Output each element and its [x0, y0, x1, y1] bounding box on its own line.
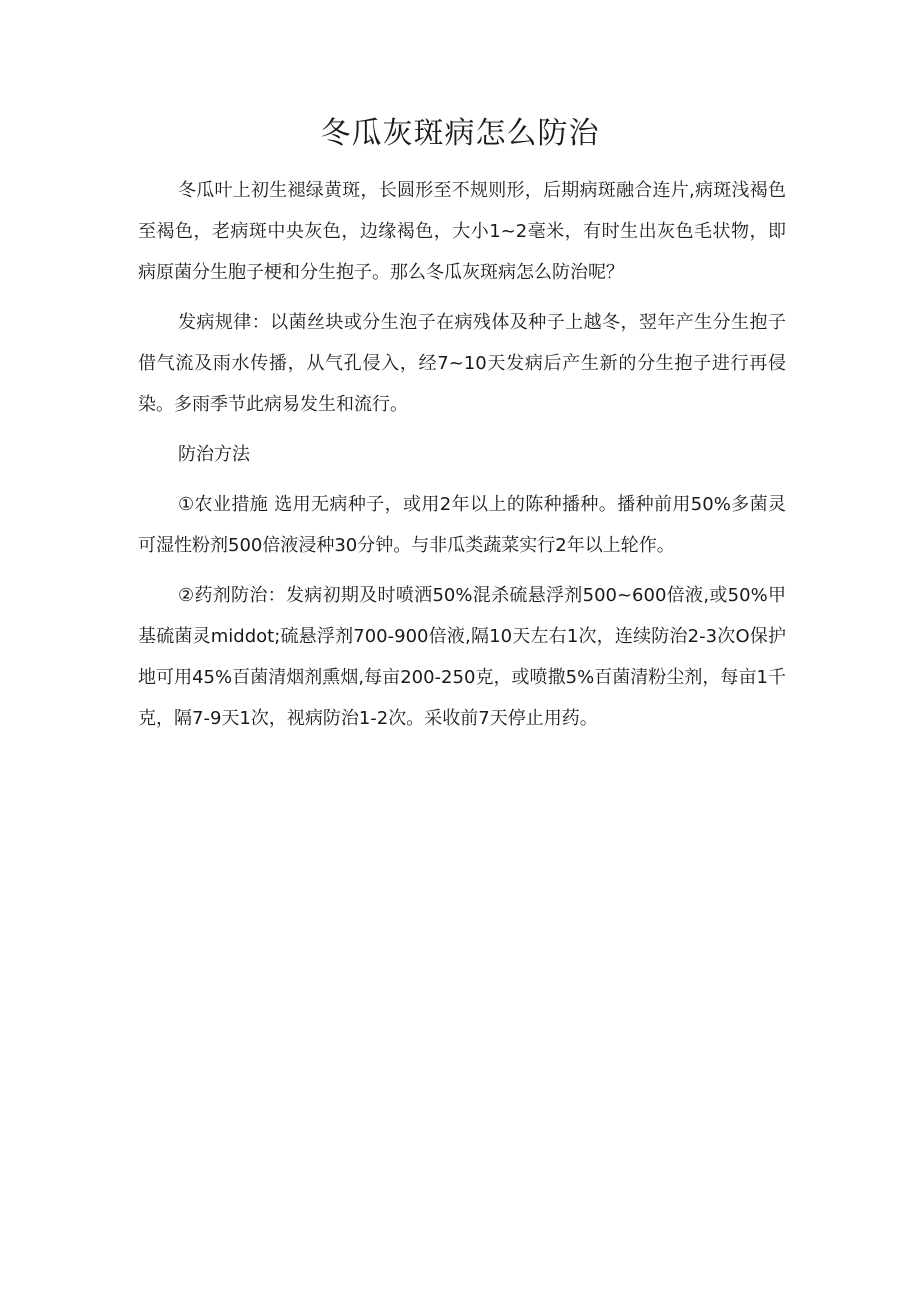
paragraph-chemical-control: ②药剂防治：发病初期及时喷洒50%混杀硫悬浮剂500~600倍液,或50%甲基硫菌灵middot;硫悬浮剂700-900倍液,隔10天左右1次，连续防治2-3次O保护地可用45%百菌清烟剂熏烟,每亩200-250克，或喷撒5%百菌清粉尘剂，每亩1千克，隔7-9天1次，视病防治1-2次。采收前7天停止用药。	[138, 585, 786, 729]
paragraph-symptoms: 冬瓜叶上初生褪绿黄斑，长圆形至不规则形，后期病斑融合连片,病斑浅褐色至褐色，老病斑中央灰色，边缘褐色，大小1~2毫米，有时生出灰色毛状物，即病原菌分生胞子梗和分生抱子。那么冬瓜灰斑病怎么防治呢？	[138, 180, 786, 283]
document-body	[138, 170, 786, 748]
paragraph-agricultural-measures: ①农业措施 选用无病种子，或用2年以上的陈种播种。播种前用50%多菌灵可湿性粉剂500倍液浸种30分钟。与非瓜类蔬菜实行2年以上轮作。	[138, 494, 786, 556]
document-title: 冬瓜灰斑病怎么防治	[320, 116, 600, 151]
paragraph-control-heading: 防治方法	[178, 444, 250, 465]
paragraph-disease-pattern: 发病规律：以菌丝块或分生泡子在病残体及种子上越冬，翌年产生分生抱子借气流及雨水传播，从气孔侵入，经7~10天发病后产生新的分生抱子进行再侵染。多雨季节此病易发生和流行。	[138, 312, 786, 415]
